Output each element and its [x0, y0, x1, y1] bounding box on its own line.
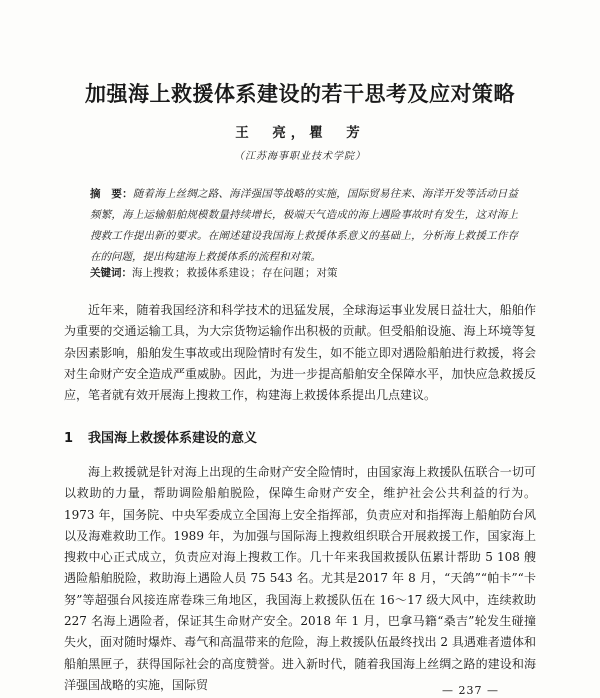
abstract-label: 摘 要：	[90, 188, 133, 200]
keywords	[90, 265, 518, 281]
article-authors: 王 亮，瞿 芳	[235, 125, 365, 141]
keyword-item: 存在问题	[262, 267, 304, 279]
keyword-separator: ；	[305, 267, 316, 279]
keyword-separator: ；	[175, 267, 186, 279]
keywords-label: 关键词：	[90, 267, 132, 279]
page-number: — 237 —	[442, 684, 499, 697]
author-affiliation: （江苏海事职业技术学院）	[234, 151, 366, 162]
section-title: 我国海上救援体系建设的意义	[88, 431, 258, 446]
article-title: 加强海上救援体系建设的若干思考及应对策略	[85, 82, 515, 106]
section-number: 1	[64, 431, 74, 446]
keyword-item: 对策	[316, 267, 338, 279]
abstract	[90, 184, 518, 268]
keyword-item: 海上搜救	[132, 267, 174, 279]
section-heading	[64, 427, 257, 446]
intro-paragraph: 近年来，随着我国经济和科学技术的迅猛发展，全球海运事业发展日益壮大，船舶作为重要的交通运输工具，为大宗货物运输作出积极的贡献。但受船舶设施、海上环境等复杂因素影响，船舶发生事故或出现险情时有发生，如不能立即对遇险船舶进行救援，将会对生命财产安全造成严重威胁。因此，为进一步提高船舶安全保障水平，加快应急救援反应，笔者就有效开展海上搜救工作，构建海上救援体系提出几点建议。	[64, 303, 536, 403]
keyword-item: 救援体系建设	[186, 267, 250, 279]
keyword-separator: ；	[250, 267, 261, 279]
abstract-text: 随着海上丝绸之路、海洋强国等战略的实施，国际贸易往来、海洋开发等活动日益频繁，海上运输船舶规模数量持续增长，极端天气造成的海上遇险事故时有发生，这对海上搜救工作提出新的要求。在阐述建设我国海上救援体系意义的基础上，分析海上救援工作存在的问题，提出构建海上救援体系的流程和对策。	[90, 188, 519, 263]
section-paragraph: 海上救援就是针对海上出现的生命财产安全险情时，由国家海上救援队伍联合一切可以救助的力量，帮助调险船舶脱险，保障生命财产安全，维护社会公共利益的行为。1973 年，国务院、中央军委成立全国海上安全指挥部，负责应对和指挥海上船舶防台风以及海难救助工作。1989 年，为加强与国际海上搜救组织联合开展救援工作，国家海上搜救中心正式成立，负责应对海上搜救工作。几十年来我国救援队伍累计帮助 5 108 艘遇险船舶脱险，救助海上遇险人员 75 543 名。尤其是2017 年 8 月，“天鸽”“帕卡”“卡努”等超强台风接连席卷珠三角地区，我国海上救援队伍在 16～17 级大风中，连续救助 227 名海上遇险者，保证其生命财产安全。2018 年 1 月，巴拿马籍“桑吉”轮发生碰撞失火，面对随时爆炸、毒气和高温带来的危险，海上救援队伍最终找出 2 具遇难者遗体和船舶黑匣子，获得国际社会的高度赞誉。进入新时代，随着我国海上丝绸之路的建设和海洋强国战略的实施，国际贸	[64, 465, 536, 692]
